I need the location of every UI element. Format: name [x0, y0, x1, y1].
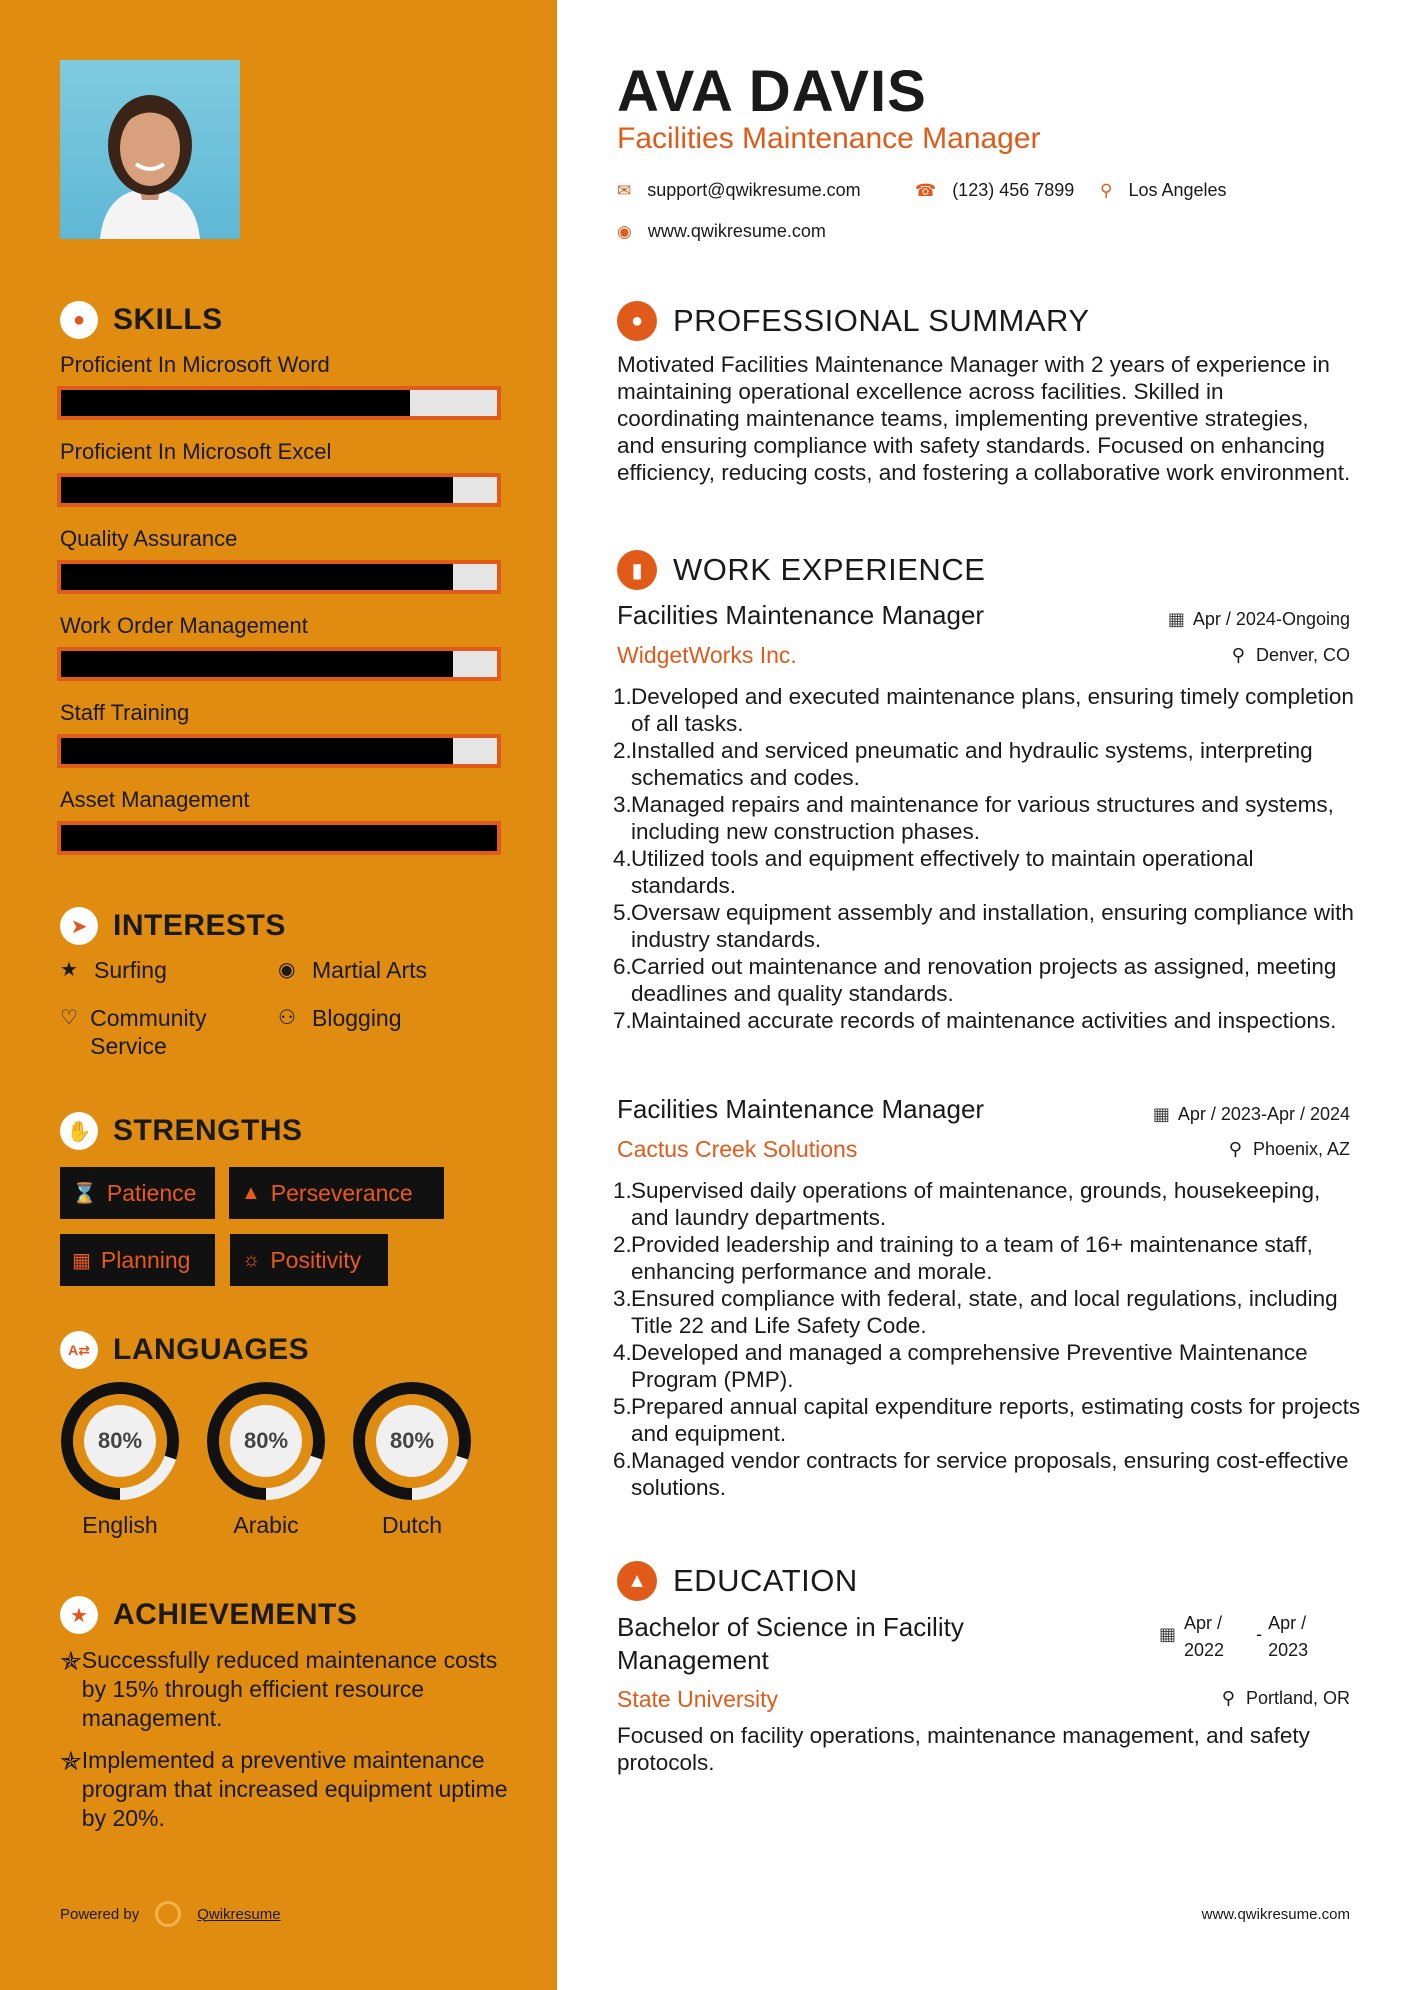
interest-item: ♡ Community Service [60, 1005, 207, 1059]
calendar-icon: ▦ [1152, 1104, 1170, 1124]
contact-email[interactable]: ✉ support@qwikresume.com [617, 180, 861, 200]
candidate-title: Facilities Maintenance Manager [617, 122, 1041, 155]
language-item [59, 1380, 181, 1539]
contact-location: ⚲ Los Angeles [1100, 180, 1227, 200]
sun-icon: ☼ [242, 1248, 261, 1271]
duty-item: 4. Utilized tools and equipment effectively to maintain operational standards. [613, 846, 1254, 898]
duty-item: 5. Oversaw equipment assembly and installation, ensuring compliance with industry standards. [613, 900, 1354, 952]
profile-photo [60, 60, 240, 239]
calendar-icon: ▦ [72, 1249, 91, 1272]
language-name: Arabic [233, 1512, 299, 1538]
star-burst-icon: ✯ [60, 1646, 82, 1676]
hourglass-icon: ⌛ [72, 1182, 97, 1205]
duty-item: 7. Maintained accurate records of maintenance activities and inspections. [613, 1008, 1337, 1033]
qwikresume-link[interactable]: Qwikresume [197, 1905, 281, 1923]
sidebar [0, 0, 557, 1990]
job-title: Facilities Maintenance Manager [617, 600, 985, 630]
pushpin-icon: ⚲ [1221, 1688, 1235, 1708]
job-duties-list [613, 1177, 1362, 1501]
main-content [557, 0, 1407, 1990]
strength-badge: ⌛ Patience [60, 1167, 215, 1219]
language-percent: 80% [389, 1428, 435, 1453]
duty-item: 1. Supervised daily operations of maintenance, grounds, housekeeping, and laundry departments. [613, 1178, 1321, 1230]
globe-icon: ◉ [278, 959, 296, 981]
graduation-cap-icon: ▲ [617, 1561, 657, 1601]
star-icon: ★ [60, 959, 78, 981]
skill-level-bar [57, 560, 501, 594]
skill-level-fill [61, 738, 453, 764]
skill-level-fill [61, 825, 497, 851]
duty-item: 4. Developed and managed a comprehensive Preventive Maintenance Program (PMP). [613, 1340, 1308, 1392]
skill-name: Work Order Management [60, 613, 308, 638]
strength-badge: ▲ Perseverance [229, 1167, 444, 1219]
skill-level-bar [57, 821, 501, 855]
powered-by: Powered by Qwikresume [60, 1901, 281, 1927]
language-item [351, 1380, 473, 1539]
phone-icon: ☎ [915, 180, 937, 200]
skill-level-bar [57, 647, 501, 681]
candidate-name: AVA DAVIS [617, 59, 927, 124]
interest-item: ◉ Martial Arts [278, 957, 428, 983]
calendar-icon: ▦ [1159, 1624, 1177, 1644]
school-location: ⚲ Portland, OR [1221, 1688, 1350, 1708]
summary-text: Motivated Facilities Maintenance Manager with 2 years of experience in maintaining operational excellence across facilities. Skilled in coordinating maintenance teams, implementing preventive strategies, and ensuring compliance with safety standards. Focused on enhancing efficiency, reducing costs, and fostering a collaborative work environment. [617, 352, 1351, 485]
duty-item: 2. Installed and serviced pneumatic and hydraulic systems, interpreting schematics and codes. [613, 738, 1313, 790]
job-duties-list [613, 683, 1362, 1034]
languages-heading: A⇄ LANGUAGES [60, 1331, 309, 1369]
achievement-item: ✯ Implemented a preventive maintenance program that increased equipment uptime by 20%. [60, 1746, 508, 1831]
skills-heading: ● SKILLS [60, 301, 223, 339]
envelope-icon: ✉ [617, 180, 632, 200]
user-icon: ● [617, 301, 657, 341]
duty-item: 3. Ensured compliance with federal, state, and local regulations, including Title 22 and Life Safety Code. [613, 1286, 1338, 1338]
star-burst-icon: ✯ [60, 1746, 82, 1776]
footer-url[interactable]: www.qwikresume.com [1201, 1906, 1350, 1923]
school-name: State University [617, 1686, 779, 1712]
language-item [205, 1380, 327, 1539]
pushpin-icon: ⚲ [1228, 1139, 1242, 1159]
strengths-heading: ✋ STRENGTHS [60, 1112, 303, 1150]
job-location: ⚲ Phoenix, AZ [1228, 1139, 1350, 1159]
duty-item: 5. Prepared annual capital expenditure reports, estimating costs for projects and equipment. [613, 1394, 1361, 1446]
achievement-item: ✯ Successfully reduced maintenance costs by 15% through efficient resource management. [60, 1646, 498, 1731]
company-name: Cactus Creek Solutions [617, 1136, 858, 1162]
pushpin-icon: ⚲ [1231, 645, 1245, 665]
trophy-icon: ★ [60, 1596, 98, 1634]
duty-item: 2. Provided leadership and training to a team of 16+ maintenance staff, enhancing performance and morale. [613, 1232, 1313, 1284]
fist-icon: ✋ [60, 1112, 98, 1150]
experience-heading: ▮ WORK EXPERIENCE [617, 550, 985, 590]
strength-badge: ▦ Planning [60, 1234, 215, 1286]
duty-item: 3. Managed repairs and maintenance for various structures and systems, including new construction phases. [613, 792, 1334, 844]
calendar-icon: ▦ [1167, 609, 1185, 629]
map-pin-icon: ⚲ [1100, 180, 1113, 200]
skill-level-bar [57, 386, 501, 420]
job-date: ▦ Apr / 2023-Apr / 2024 [1152, 1104, 1350, 1124]
education-date: ▦ Apr / 2022 - Apr / 2023 [1159, 1610, 1308, 1664]
strength-badge: ☼ Positivity [230, 1234, 388, 1286]
road-icon: ▲ [241, 1181, 261, 1204]
job-location: ⚲ Denver, CO [1231, 645, 1350, 665]
duty-item: 1. Developed and executed maintenance plans, ensuring timely completion of all tasks. [613, 684, 1354, 736]
language-name: Dutch [381, 1512, 443, 1538]
skill-name: Proficient In Microsoft Word [60, 352, 330, 377]
interest-item: ⚇ Blogging [278, 1005, 402, 1031]
skill-level-fill [61, 564, 453, 590]
qwikresume-logo-icon [155, 1901, 181, 1927]
education-description: Focused on facility operations, maintenance management, and safety protocols. [617, 1723, 1310, 1775]
users-icon: ⚇ [278, 1007, 296, 1029]
language-percent: 80% [97, 1428, 143, 1453]
skill-name: Asset Management [60, 787, 250, 812]
skill-name: Quality Assurance [60, 526, 238, 551]
handshake-icon: ♡ [60, 1007, 78, 1029]
contact-website[interactable]: ◉ www.qwikresume.com [617, 221, 826, 241]
duty-item: 6. Carried out maintenance and renovation projects as assigned, meeting deadlines and quality standards. [613, 954, 1337, 1006]
duty-item: 6. Managed vendor contracts for service proposals, ensuring cost-effective solutions. [613, 1448, 1349, 1500]
briefcase-icon: ▮ [617, 550, 657, 590]
paper-plane-icon: ➤ [60, 907, 98, 945]
degree-title: Bachelor of Science in Facility Management [617, 1612, 964, 1675]
job-date: ▦ Apr / 2024-Ongoing [1167, 609, 1350, 629]
contact-phone[interactable]: ☎ (123) 456 7899 [915, 180, 1075, 200]
job-title: Facilities Maintenance Manager [617, 1094, 985, 1124]
education-heading: ▲ EDUCATION [617, 1561, 858, 1601]
achievements-heading: ★ ACHIEVEMENTS [60, 1596, 357, 1634]
skill-name: Staff Training [60, 700, 190, 725]
language-percent: 80% [243, 1428, 289, 1453]
skill-name: Proficient In Microsoft Excel [60, 439, 332, 464]
globe-icon: ◉ [617, 221, 632, 241]
company-name: WidgetWorks Inc. [617, 642, 797, 668]
skill-level-bar [57, 473, 501, 507]
skill-level-fill [61, 390, 410, 416]
skill-level-bar [57, 734, 501, 768]
skill-level-fill [61, 651, 453, 677]
interest-item: ★ Surfing [60, 957, 167, 983]
lightbulb-icon: ● [60, 301, 98, 339]
language-icon: A⇄ [60, 1331, 98, 1369]
interests-heading: ➤ INTERESTS [60, 907, 286, 945]
skill-level-fill [61, 477, 453, 503]
summary-heading: ● PROFESSIONAL SUMMARY [617, 301, 1090, 341]
language-name: English [82, 1512, 158, 1538]
